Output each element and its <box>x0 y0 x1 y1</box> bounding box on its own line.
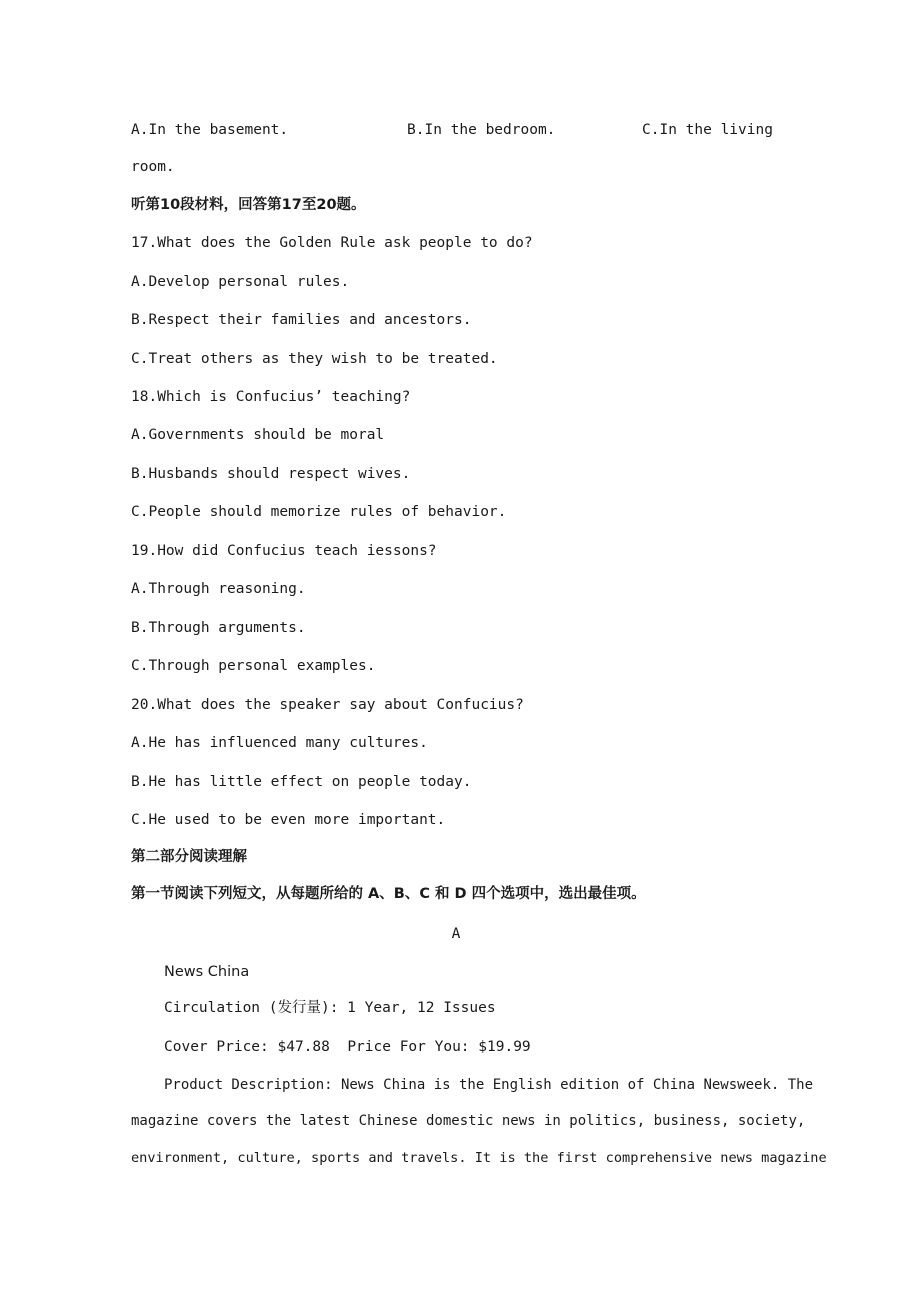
question-19-option-c: C.Through personal examples. <box>131 658 376 674</box>
passage-description-line-3: environment, culture, sports and travels. It is the first comprehensive news magazine <box>131 1150 827 1166</box>
question-20-option-a: A.He has influenced many cultures. <box>131 735 428 751</box>
section1-heading: 第一节阅读下列短文，从每题所给的 A、B、C 和 D 四个选项中，选出最佳项。 <box>131 886 646 902</box>
passage-price: Cover Price: $47.88 Price For You: $19.99 <box>164 1039 531 1055</box>
passage-circulation: Circulation (发行量): 1 Year, 12 Issues <box>164 1000 496 1016</box>
question-17: 17.What does the Golden Rule ask people to do? <box>131 235 533 251</box>
question-17-option-a: A.Develop personal rules. <box>131 274 350 290</box>
passage-title: News China <box>164 964 250 980</box>
question-20: 20.What does the speaker say about Confucius? <box>131 697 524 713</box>
question-20-option-b: B.He has little effect on people today. <box>131 774 472 790</box>
question-19-option-b: B.Through arguments. <box>131 620 306 636</box>
q16-option-c: C.In the living <box>642 122 773 138</box>
question-20-option-c: C.He used to be even more important. <box>131 812 446 828</box>
part2-heading: 第二部分阅读理解 <box>131 849 247 865</box>
question-18-option-c: C.People should memorize rules of behavior. <box>131 504 507 520</box>
q16-option-a: A.In the basement. <box>131 122 289 138</box>
question-18: 18.Which is Confucius’ teaching? <box>131 389 411 405</box>
question-17-option-c: C.Treat others as they wish to be treated. <box>131 351 498 367</box>
question-17-option-b: B.Respect their families and ancestors. <box>131 312 472 328</box>
passage-description-line-1: Product Description: News China is the English edition of China Newsweek. The <box>164 1077 814 1093</box>
q16-option-b: B.In the bedroom. <box>407 122 556 138</box>
question-19-option-a: A.Through reasoning. <box>131 581 306 597</box>
q16-option-c-continued: room. <box>131 159 175 175</box>
passage-description-line-2: magazine covers the latest Chinese domestic news in politics, business, society, <box>131 1113 806 1129</box>
section-10-heading: 听第10段材料，回答第17至20题。 <box>131 197 366 213</box>
question-19: 19.How did Confucius teach iessons? <box>131 543 437 559</box>
question-18-option-a: A.Governments should be moral <box>131 427 385 443</box>
passage-label: A <box>451 926 461 942</box>
question-18-option-b: B.Husbands should respect wives. <box>131 466 411 482</box>
